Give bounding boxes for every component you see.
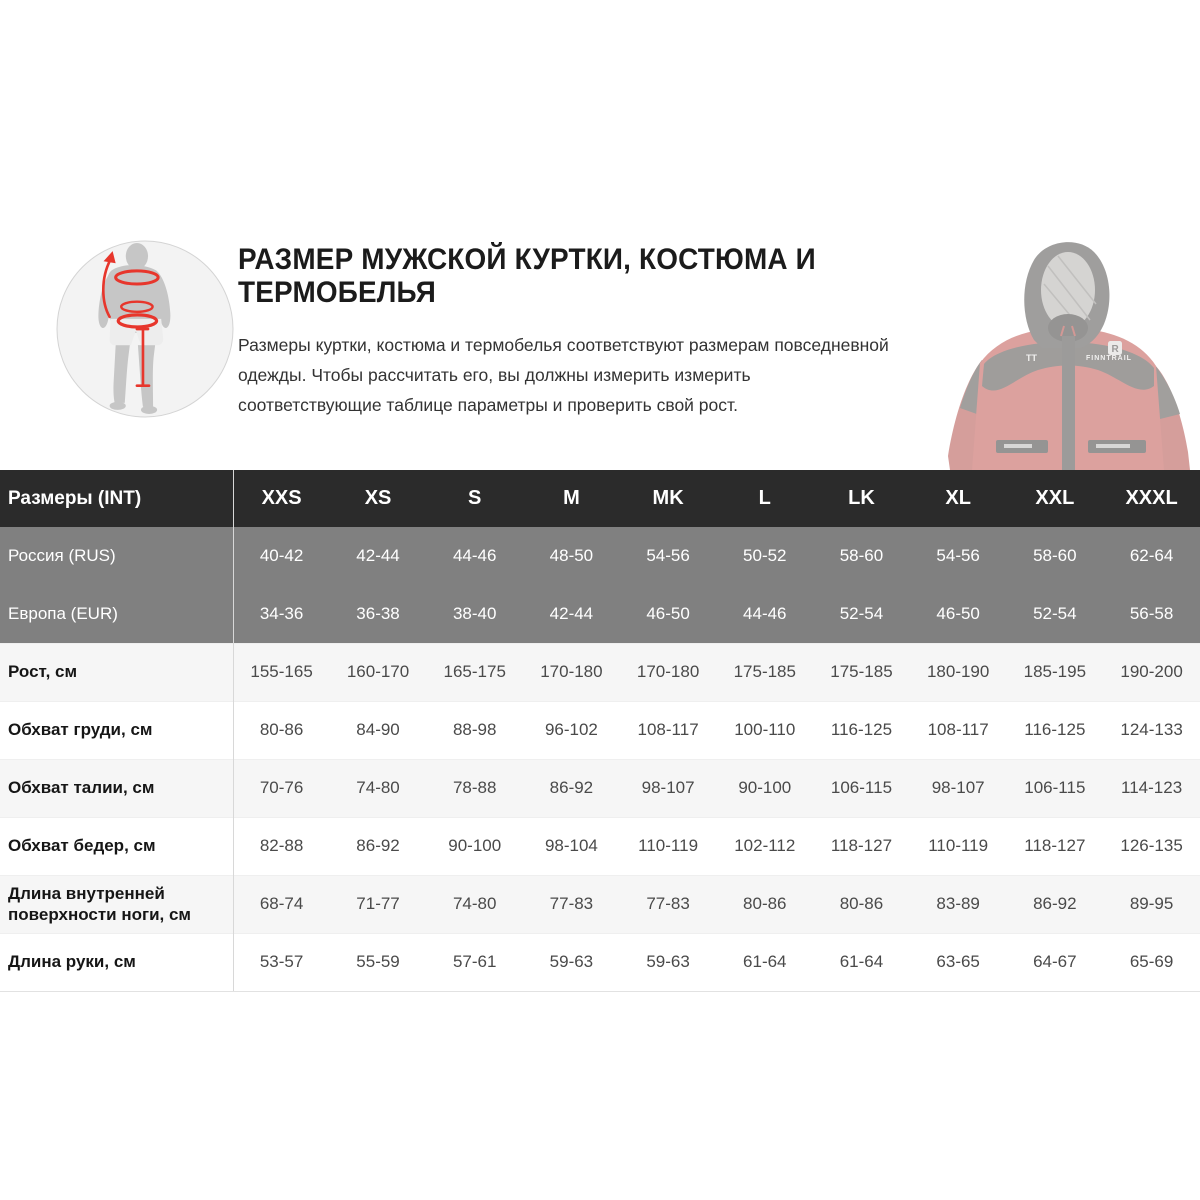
size-value-cell: 68-74 (233, 875, 330, 933)
size-value-cell: 165-175 (426, 643, 523, 701)
table-header-row (0, 470, 1200, 527)
measurement-figure-illustration (56, 240, 234, 418)
size-value-cell: 160-170 (330, 643, 427, 701)
size-value-cell: 80-86 (813, 875, 910, 933)
size-value-cell: 114-123 (1103, 759, 1200, 817)
size-value-cell: 175-185 (716, 643, 813, 701)
size-column-header: S (426, 470, 523, 527)
size-value-cell: 96-102 (523, 701, 620, 759)
size-value-cell: 98-107 (620, 759, 717, 817)
size-value-cell: 77-83 (620, 875, 717, 933)
page-description: Размеры куртки, костюма и термобелья соответствуют размерам повседневной одежды. Чтобы рассчитать его, вы должны измерить измерить соответствующие таблице параметры и проверить свой рост. (238, 335, 889, 415)
size-value-cell: 116-125 (1007, 701, 1104, 759)
jacket-photo (938, 228, 1200, 470)
table-row-measure-1 (0, 701, 1200, 759)
size-value-cell: 88-98 (426, 701, 523, 759)
size-value-cell: 100-110 (716, 701, 813, 759)
size-value-cell: 89-95 (1103, 875, 1200, 933)
row-label: Европа (EUR) (0, 585, 233, 643)
size-value-cell: 34-36 (233, 585, 330, 643)
size-value-cell: 59-63 (523, 933, 620, 991)
size-value-cell: 50-52 (716, 527, 813, 585)
size-value-cell: 42-44 (523, 585, 620, 643)
page-title: РАЗМЕР МУЖСКОЙ КУРТКИ, КОСТЮМА И ТЕРМОБЕЛЬЯ (238, 243, 816, 309)
size-value-cell: 61-64 (813, 933, 910, 991)
size-value-cell: 80-86 (716, 875, 813, 933)
row-label: Длина внутренней поверхности ноги, см (0, 875, 233, 933)
size-value-cell: 54-56 (910, 527, 1007, 585)
row-label: Рост, см (0, 643, 233, 701)
size-value-cell: 62-64 (1103, 527, 1200, 585)
size-value-cell: 102-112 (716, 817, 813, 875)
size-value-cell: 36-38 (330, 585, 427, 643)
chest-brand-text: FINNTRAIL (1086, 355, 1132, 362)
size-value-cell: 82-88 (233, 817, 330, 875)
size-value-cell: 74-80 (426, 875, 523, 933)
size-value-cell: 52-54 (813, 585, 910, 643)
size-value-cell: 61-64 (716, 933, 813, 991)
row-label: Длина руки, см (0, 933, 233, 991)
zip-placket (1062, 336, 1075, 470)
size-column-header: XS (330, 470, 427, 527)
body-measurement-icon (56, 240, 234, 418)
size-column-header: XXXL (1103, 470, 1200, 527)
size-value-cell: 90-100 (716, 759, 813, 817)
size-value-cell: 48-50 (523, 527, 620, 585)
table-row-measure-3 (0, 817, 1200, 875)
table-row-measure-4 (0, 875, 1200, 933)
size-value-cell: 190-200 (1103, 643, 1200, 701)
intro-text-block (238, 243, 948, 421)
size-value-cell: 77-83 (523, 875, 620, 933)
size-value-cell: 59-63 (620, 933, 717, 991)
size-value-cell: 46-50 (910, 585, 1007, 643)
size-value-cell: 80-86 (233, 701, 330, 759)
size-value-cell: 56-58 (1103, 585, 1200, 643)
size-value-cell: 70-76 (233, 759, 330, 817)
row-label: Обхват груди, см (0, 701, 233, 759)
size-value-cell: 65-69 (1103, 933, 1200, 991)
size-value-cell: 180-190 (910, 643, 1007, 701)
table-row-measure-5 (0, 933, 1200, 991)
size-value-cell: 86-92 (330, 817, 427, 875)
size-value-cell: 118-127 (813, 817, 910, 875)
size-column-header: LK (813, 470, 910, 527)
size-value-cell: 78-88 (426, 759, 523, 817)
size-value-cell: 110-119 (620, 817, 717, 875)
row-label: Обхват бедер, см (0, 817, 233, 875)
size-value-cell: 118-127 (1007, 817, 1104, 875)
size-value-cell: 86-92 (523, 759, 620, 817)
size-column-header: MK (620, 470, 717, 527)
size-value-cell: 98-104 (523, 817, 620, 875)
size-value-cell: 185-195 (1007, 643, 1104, 701)
size-value-cell: 40-42 (233, 527, 330, 585)
size-value-cell: 42-44 (330, 527, 427, 585)
table-header-label: Размеры (INT) (0, 470, 233, 527)
table-row-measure-2 (0, 759, 1200, 817)
size-column-header: XXL (1007, 470, 1104, 527)
table-row-region-1 (0, 585, 1200, 643)
size-value-cell: 52-54 (1007, 585, 1104, 643)
size-value-cell: 108-117 (620, 701, 717, 759)
table-row-region-0 (0, 527, 1200, 585)
size-column-header: M (523, 470, 620, 527)
size-value-cell: 90-100 (426, 817, 523, 875)
row-label: Обхват талии, см (0, 759, 233, 817)
size-value-cell: 106-115 (813, 759, 910, 817)
size-value-cell: 44-46 (426, 527, 523, 585)
size-value-cell: 155-165 (233, 643, 330, 701)
size-value-cell: 74-80 (330, 759, 427, 817)
size-value-cell: 58-60 (813, 527, 910, 585)
size-value-cell: 124-133 (1103, 701, 1200, 759)
size-value-cell: 53-57 (233, 933, 330, 991)
size-value-cell: 57-61 (426, 933, 523, 991)
size-value-cell: 54-56 (620, 527, 717, 585)
size-value-cell: 170-180 (523, 643, 620, 701)
size-value-cell: 108-117 (910, 701, 1007, 759)
size-value-cell: 98-107 (910, 759, 1007, 817)
size-value-cell: 170-180 (620, 643, 717, 701)
size-value-cell: 86-92 (1007, 875, 1104, 933)
size-column-header: L (716, 470, 813, 527)
size-value-cell: 126-135 (1103, 817, 1200, 875)
size-table (0, 470, 1200, 992)
size-column-header: XL (910, 470, 1007, 527)
size-value-cell: 71-77 (330, 875, 427, 933)
size-value-cell: 83-89 (910, 875, 1007, 933)
size-value-cell: 44-46 (716, 585, 813, 643)
row-label: Россия (RUS) (0, 527, 233, 585)
size-value-cell: 110-119 (910, 817, 1007, 875)
size-value-cell: 64-67 (1007, 933, 1104, 991)
size-value-cell: 46-50 (620, 585, 717, 643)
intro-section (0, 0, 1200, 470)
table-row-measure-0 (0, 643, 1200, 701)
size-value-cell: 116-125 (813, 701, 910, 759)
jacket-illustration (938, 228, 1200, 470)
size-value-cell: 63-65 (910, 933, 1007, 991)
chest-badge-letter: R (1111, 344, 1119, 355)
size-value-cell: 84-90 (330, 701, 427, 759)
size-value-cell: 106-115 (1007, 759, 1104, 817)
chest-logo-text: TT (1026, 353, 1037, 363)
size-value-cell: 175-185 (813, 643, 910, 701)
size-value-cell: 55-59 (330, 933, 427, 991)
size-value-cell: 38-40 (426, 585, 523, 643)
size-value-cell: 58-60 (1007, 527, 1104, 585)
size-column-header: XXS (233, 470, 330, 527)
